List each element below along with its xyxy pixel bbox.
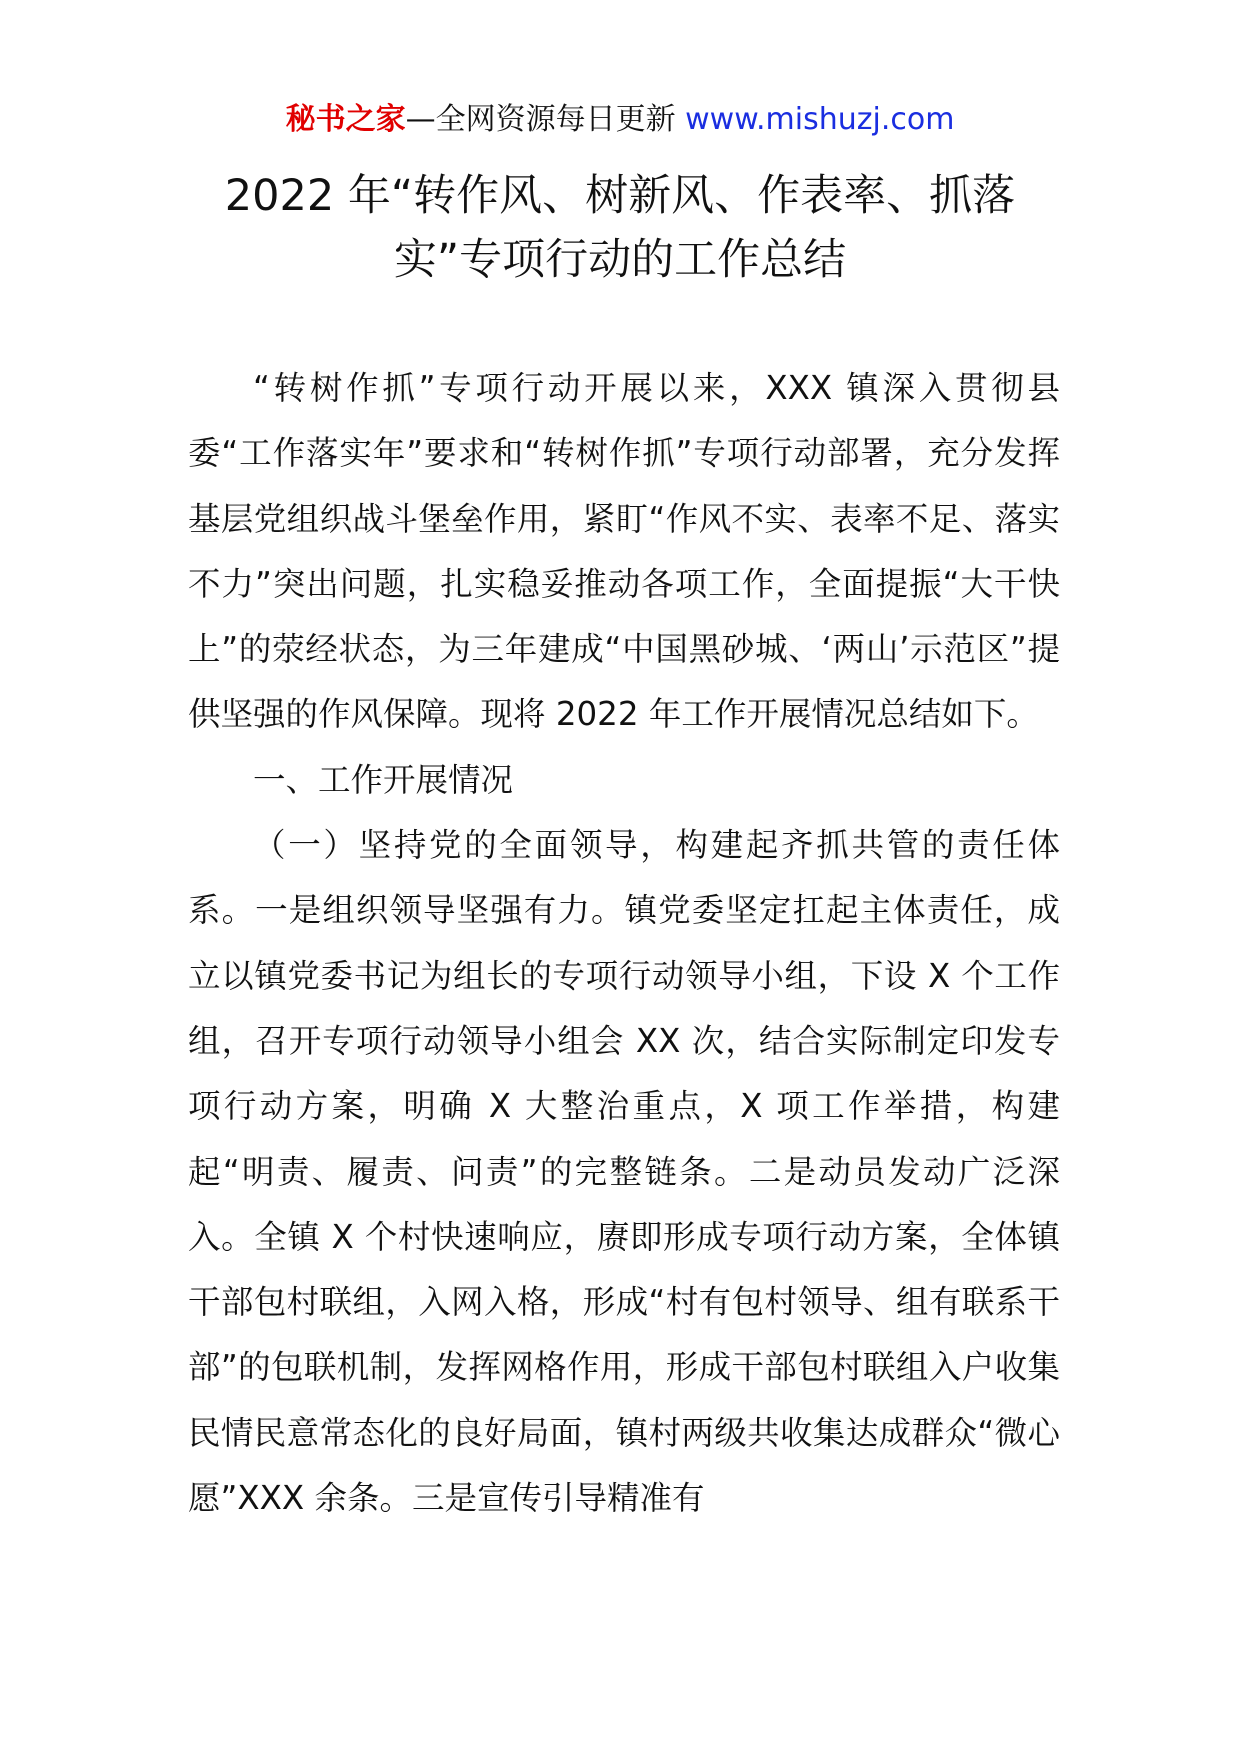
site-tagline: —全网资源每日更新 [405,102,686,137]
section-paragraph: （一）坚持党的全面领导，构建起齐抓共管的责任体系。一是组织领导坚强有力。镇党委坚定扛起主体责任，成立以镇党委书记为组长的专项行动领导小组，下设 X 个工作组，召开专项行动领导小组会 XX 次，结合实际制定印发专项行动方案，明确 X 大整治重点，X 项工作举措，构建起“明责、履责、问责”的完整链条。二是动员发动广泛深入。全镇 X 个村快速响应，赓即形成专项行动方案，全体镇干部包村联组，入网入格，形成“村有包村领导、组有联系干部”的包联机制，发挥网格作用，形成干部包村联组入户收集民情民意常态化的良好局面，镇村两级共收集达成群众“微心愿”XXX 余条。三是宣传引导精准有 [188,826,1060,1518]
site-brand: 秘书之家 [285,102,406,137]
document-title-line-2: 实”专项行动的工作总结 [393,235,847,285]
document-body [188,356,1060,1531]
intro-paragraph: “转树作抓”专项行动开展以来，XXX 镇深入贯彻县委“工作落实年”要求和“转树作抓”专项行动部署，充分发挥基层党组织战斗堡垒作用，紧盯“作风不实、表率不足、落实不力”突出问题，扎实稳妥推动各项工作，全面提振“大干快上”的荥经状态，为三年建成“中国黑砂城、‘两山’示范区”提供坚强的作风保障。现将 2022 年工作开展情况总结如下。 [188,369,1060,734]
document-title [160,164,1080,292]
document-title-line-1: 2022 年“转作风、树新风、作表率、抓落 [224,171,1016,221]
site-url-link[interactable]: www.mishuzj.com [685,102,955,137]
section-heading: 一、工作开展情况 [253,760,514,799]
site-header [0,100,1240,140]
